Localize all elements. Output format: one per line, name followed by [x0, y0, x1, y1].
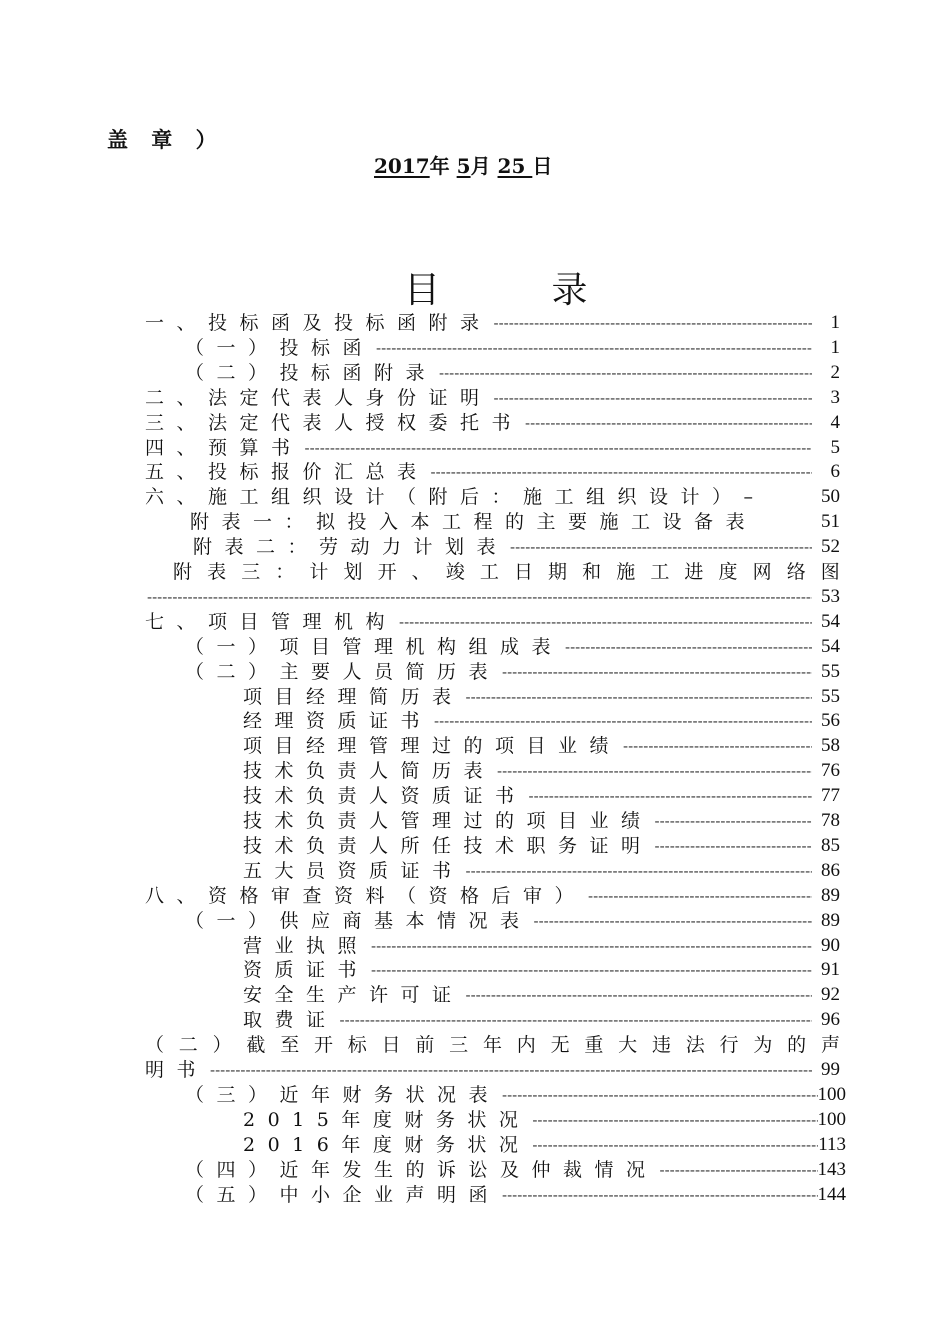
toc-entry [243, 1133, 846, 1157]
toc-entry-title: 六、施工组织设计（附后：施工组织设计）– [145, 486, 766, 508]
toc-char: 开 [313, 1034, 333, 1056]
toc-entry [145, 1033, 840, 1057]
toc-char: 划 [343, 561, 363, 583]
toc-char: （ [145, 1034, 165, 1056]
toc-leader [464, 983, 812, 1007]
toc-page-number: 113 [818, 1134, 846, 1155]
toc-entry [243, 983, 840, 1007]
toc-leader [492, 386, 812, 410]
toc-entry-title: （五）中小企业声明函 [185, 1184, 501, 1206]
toc-entry-title: 七、项目管理机构 [145, 611, 398, 633]
toc-leader [653, 809, 812, 833]
toc-entry [145, 386, 840, 410]
toc-char: 行 [719, 1034, 739, 1056]
toc-entry-title: （二）主要人员简历表 [185, 661, 501, 683]
toc-entry [243, 685, 840, 709]
toc-char: 年 [482, 1034, 502, 1056]
toc-entry [145, 884, 840, 908]
toc-entry [185, 635, 840, 659]
toc-leader [464, 685, 812, 709]
toc-char: 络 [786, 561, 806, 583]
toc-entry [243, 1108, 846, 1132]
toc-char: 大 [618, 1034, 638, 1056]
toc-char: 竣 [445, 561, 465, 583]
toc-page-number: 86 [821, 860, 840, 881]
toc-char: 法 [685, 1034, 705, 1056]
toc-char: 日 [381, 1034, 401, 1056]
toc-entry [185, 361, 840, 385]
toc-leader [432, 709, 812, 733]
date-day: 25 [497, 154, 533, 178]
toc-char: 前 [415, 1034, 435, 1056]
toc-page-number: 99 [821, 1059, 840, 1080]
toc-char: 网 [752, 561, 772, 583]
toc-entry-title: 技术负责人管理过的项目业绩 [243, 810, 653, 832]
toc-page-number: 52 [821, 536, 840, 557]
toc-leader [369, 934, 812, 958]
toc-page-number: 91 [821, 959, 840, 980]
toc-page-number: 54 [821, 636, 840, 657]
toc-entry-title: 取费证 [243, 1009, 338, 1031]
toc-char: 二 [178, 1034, 198, 1056]
toc-entry-title [145, 1033, 840, 1057]
toc-leader [563, 635, 812, 659]
toc-entry-title: 五大员资质证书 [243, 860, 464, 882]
date-year-unit: 年 [429, 154, 457, 178]
toc-entry-title: 四、预算书 [145, 437, 303, 459]
toc-leader [429, 460, 812, 484]
toc-leader [338, 1008, 812, 1032]
date-day-unit: 日 [532, 154, 553, 178]
toc-page-number: 78 [821, 810, 840, 831]
toc-entry [185, 336, 840, 360]
toc-entry [243, 934, 840, 958]
toc-entry [193, 535, 840, 559]
toc-entry [145, 436, 840, 460]
toc-char: 计 [309, 561, 329, 583]
toc-char: 为 [753, 1034, 773, 1056]
toc-char: 开 [377, 561, 397, 583]
toc-entry-title: 技术负责人资质证书 [243, 785, 527, 807]
toc-page-number: 144 [817, 1184, 846, 1205]
toc-page-number: 3 [830, 387, 840, 408]
toc-char: 工 [650, 561, 670, 583]
toc-leader [492, 311, 812, 335]
toc-page-number: 1 [830, 337, 840, 358]
toc-entry-title: 一、投标函及投标函附录 [145, 312, 492, 334]
toc-char: 截 [246, 1034, 266, 1056]
toc-char: 三 [241, 561, 261, 583]
toc-char: 施 [616, 561, 636, 583]
toc-page-number: 2 [830, 362, 840, 383]
toc-leader [500, 1083, 817, 1107]
toc-char: 和 [582, 561, 602, 583]
toc-leader [530, 1108, 817, 1132]
toc-leader [369, 958, 812, 982]
date-year: 2017 [374, 154, 430, 178]
toc-entry-title: 附表一：拟投入本工程的主要施工设备表 [190, 511, 758, 533]
toc-entry [145, 610, 840, 634]
toc-char: 无 [550, 1034, 570, 1056]
toc-char: 图 [820, 561, 840, 583]
toc-char: 日 [513, 561, 533, 583]
toc-char: 违 [651, 1034, 671, 1056]
toc-entry [145, 460, 840, 484]
toc-entry [145, 411, 840, 435]
toc-entry-title: 八、资格审查资料（资格后审） [145, 885, 587, 907]
toc-leader [658, 1158, 818, 1182]
toc-leader [527, 784, 812, 808]
toc-entry-title: 2016年度财务状况 [243, 1134, 531, 1156]
toc-entry [243, 709, 840, 733]
toc-entry [145, 485, 840, 509]
toc-entry-title: 三、法定代表人授权委托书 [145, 412, 524, 434]
toc-page-number: 143 [817, 1159, 846, 1180]
toc-entry [185, 1183, 846, 1207]
toc-entry [243, 734, 840, 758]
toc-page-number: 53 [821, 586, 840, 607]
toc-page-number: 55 [821, 686, 840, 707]
toc-entry [145, 585, 840, 609]
toc-char: 、 [411, 561, 431, 583]
toc-leader [500, 1183, 817, 1207]
toc-char: 声 [820, 1034, 840, 1056]
toc-page-number: 100 [817, 1109, 846, 1130]
toc-page-number: 89 [821, 910, 840, 931]
toc-char: 附 [173, 561, 193, 583]
toc-page-number: 90 [821, 935, 840, 956]
toc-entry [145, 311, 840, 335]
toc-char: 期 [548, 561, 568, 583]
toc-leader [464, 859, 812, 883]
toc-entry-title: 2015年度财务状况 [243, 1109, 531, 1131]
toc-entry [185, 1083, 846, 1107]
toc-entry [173, 560, 840, 584]
toc-page-number: 1 [830, 312, 840, 333]
toc-page-number: 56 [821, 710, 840, 731]
toc-entry-title: 明书 [145, 1059, 209, 1081]
toc-leader [208, 1058, 812, 1082]
toc-entry [243, 759, 840, 783]
toc-entry-title: 二、法定代表人身份证明 [145, 387, 492, 409]
toc-entry [145, 1058, 840, 1082]
toc-page-number: 96 [821, 1009, 840, 1030]
toc-page-number: 76 [821, 760, 840, 781]
toc-leader [523, 411, 812, 435]
toc-leader [397, 610, 812, 634]
toc-char: 重 [584, 1034, 604, 1056]
toc-char: 表 [207, 561, 227, 583]
toc-page-number: 5 [830, 437, 840, 458]
stamp-label: 盖 章 ） [107, 127, 225, 152]
toc-entry [243, 784, 840, 808]
toc-leader [530, 1133, 818, 1157]
toc-entry-title: 项目经理管理过的项目业绩 [243, 735, 622, 757]
toc-leader [532, 909, 812, 933]
toc-entry [185, 909, 840, 933]
toc-page-number: 55 [821, 661, 840, 682]
toc-entry-title: （一）项目管理机构组成表 [185, 636, 564, 658]
toc-leader [586, 884, 812, 908]
toc-char: 的 [787, 1034, 807, 1056]
toc-page-number: 50 [821, 486, 840, 507]
toc-entry-title: 经理资质证书 [243, 710, 433, 732]
toc-page-number: 100 [817, 1084, 846, 1105]
toc-leader [145, 585, 812, 609]
toc-page-number: 92 [821, 984, 840, 1005]
toc-page-number: 77 [821, 785, 840, 806]
toc-leader [653, 834, 812, 858]
toc-entry-title: 安全生产许可证 [243, 984, 464, 1006]
toc-page-number: 54 [821, 611, 840, 632]
date-month-unit: 月 [470, 154, 498, 178]
date-month: 5 [456, 154, 471, 178]
toc-entry-title: （三）近年财务状况表 [185, 1084, 501, 1106]
toc-entry-title: （二）投标函附录 [185, 362, 438, 384]
toc-entry-title: 营业执照 [243, 935, 370, 957]
toc-page-number: 85 [821, 835, 840, 856]
toc-entry [243, 809, 840, 833]
toc-char: 工 [479, 561, 499, 583]
toc-entry-title: （一）投标函 [185, 337, 375, 359]
toc-leader [374, 336, 812, 360]
toc-char: 标 [347, 1034, 367, 1056]
toc-char: ： [275, 561, 295, 583]
toc-char: 进 [684, 561, 704, 583]
toc-entry [243, 1008, 840, 1032]
toc-char: 内 [516, 1034, 536, 1056]
toc-entry-title: 附表二：劳动力计划表 [193, 536, 509, 558]
toc-entry-title: 技术负责人所任技术职务证明 [243, 835, 653, 857]
toc-entry [185, 1158, 846, 1182]
toc-leader [495, 759, 812, 783]
toc-leader [508, 535, 812, 559]
toc-entry-title: 五、投标报价汇总表 [145, 461, 429, 483]
toc-page-number: 4 [830, 412, 840, 433]
toc-char: ） [212, 1034, 232, 1056]
toc-page-number: 89 [821, 885, 840, 906]
toc-page-number: 6 [830, 461, 840, 482]
toc-page-number: 51 [821, 511, 840, 532]
toc-entry-title: （一）供应商基本情况表 [185, 910, 532, 932]
toc-entry [243, 958, 840, 982]
toc-leader [500, 660, 812, 684]
toc-char: 度 [718, 561, 738, 583]
toc-leader [437, 361, 812, 385]
toc-page-number: 58 [821, 735, 840, 756]
toc-entry-title: （四）近年发生的诉讼及仲裁情况 [185, 1159, 658, 1181]
toc-leader [303, 436, 812, 460]
toc-entry [243, 834, 840, 858]
toc-entry [243, 859, 840, 883]
toc-title: 目 录 [404, 270, 638, 311]
toc-entry-title [173, 560, 840, 584]
toc-char: 至 [280, 1034, 300, 1056]
toc-entry [190, 510, 840, 534]
toc-entry-title: 项目经理简历表 [243, 686, 464, 708]
date-line [374, 150, 552, 179]
toc-leader [621, 734, 812, 758]
toc-entry-title: 资质证书 [243, 959, 370, 981]
table-of-contents [0, 311, 950, 1211]
toc-entry-title: 技术负责人简历表 [243, 760, 496, 782]
toc-char: 三 [449, 1034, 469, 1056]
toc-entry [185, 660, 840, 684]
